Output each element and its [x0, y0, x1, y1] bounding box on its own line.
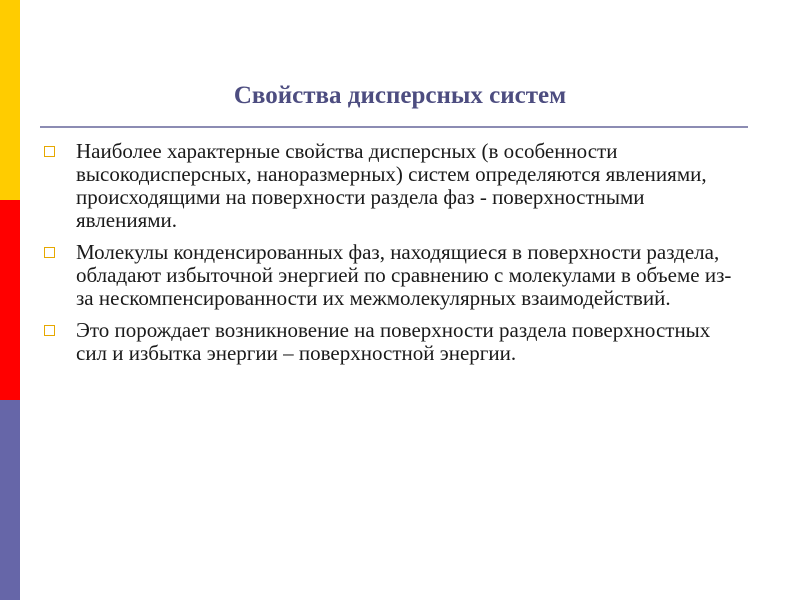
bullet-item: [44, 319, 744, 365]
square-bullet-icon: [44, 146, 55, 157]
bullet-text: Это порождает возникновение на поверхности раздела поверхностных сил и избытка энергии – поверхностной энергии.: [76, 318, 711, 365]
left-stripe-red: [0, 200, 20, 400]
bullet-list: [44, 140, 744, 374]
left-stripe-yellow: [0, 0, 20, 200]
title-divider: [40, 126, 748, 128]
square-bullet-icon: [44, 247, 55, 258]
square-bullet-icon: [44, 325, 55, 336]
bullet-item: [44, 241, 744, 310]
bullet-text: Молекулы конденсированных фаз, находящиеся в поверхности раздела, обладают избыточной энергией по сравнению с молекулами в объеме из-за нескомпенсированности их межмолекулярных взаимодействий.: [76, 240, 732, 310]
slide-title: Свойства дисперсных систем: [233, 82, 567, 109]
bullet-text: Наиболее характерные свойства дисперсных (в особенности высокодисперсных, наноразмерных) систем определяются явлениями, происходящими на поверхности раздела фаз - поверхностными явлениями.: [76, 139, 707, 232]
bullet-item: [44, 140, 744, 232]
left-stripe-blue: [0, 400, 20, 600]
